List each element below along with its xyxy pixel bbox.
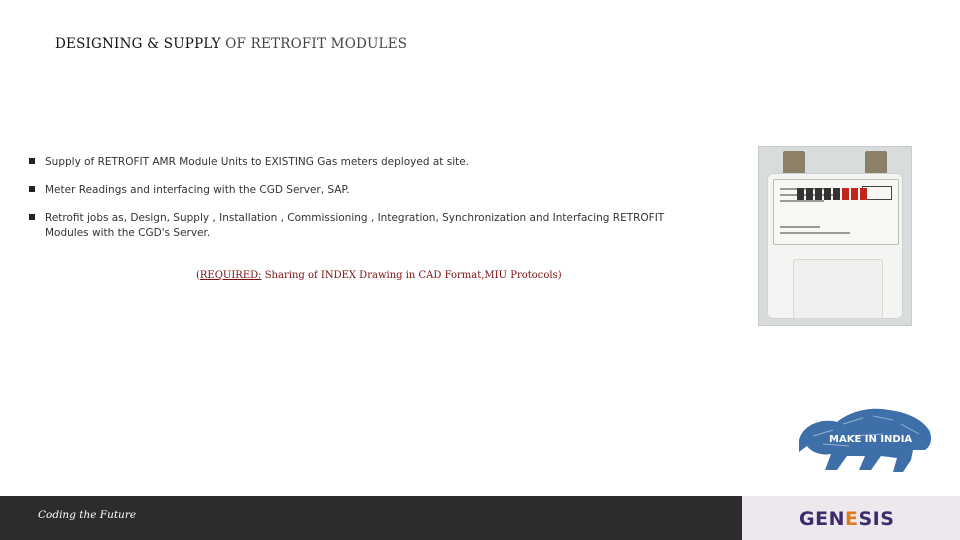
meter-counter <box>797 188 867 200</box>
make-in-india-text: MAKE IN INDIA <box>829 434 913 445</box>
meter-lower-cover <box>793 259 883 319</box>
genesis-logo <box>799 508 894 530</box>
bullet-list <box>28 155 708 241</box>
required-note <box>196 270 562 281</box>
bullet-item <box>28 211 708 241</box>
required-text: Sharing of INDEX Drawing in CAD Format,MIU Protocols) <box>261 270 562 281</box>
title-rest: OF RETROFIT MODULES <box>220 36 408 52</box>
slide-title <box>55 36 407 52</box>
genesis-logo-left: GEN <box>799 508 845 530</box>
meter-outlet <box>865 151 887 175</box>
make-in-india-lion-logo <box>793 400 937 476</box>
meter-inlet <box>783 151 805 175</box>
bullet-item <box>28 155 708 170</box>
gas-meter-image <box>758 146 912 326</box>
bullet-text: Meter Readings and interfacing with the CGD Server, SAP. <box>45 184 350 196</box>
bullet-square-icon <box>29 186 35 192</box>
bullet-square-icon <box>29 214 35 220</box>
genesis-logo-right: SIS <box>858 508 895 530</box>
bullet-text: Retrofit jobs as, Design, Supply , Installation , Commissioning , Integration, Synchronization and Interfacing RETROFIT Modules with the CGD's Server. <box>45 212 665 239</box>
bullet-square-icon <box>29 158 35 164</box>
required-open: ( <box>196 270 200 281</box>
bullet-item <box>28 183 708 198</box>
genesis-logo-accent: E <box>844 508 859 530</box>
title-bold: DESIGNING & SUPPLY <box>55 36 221 52</box>
required-label: REQUIRED: <box>199 270 262 281</box>
footer-tagline: Coding the Future <box>38 509 137 521</box>
bullet-text: Supply of RETROFIT AMR Module Units to EXISTING Gas meters deployed at site. <box>45 156 470 168</box>
